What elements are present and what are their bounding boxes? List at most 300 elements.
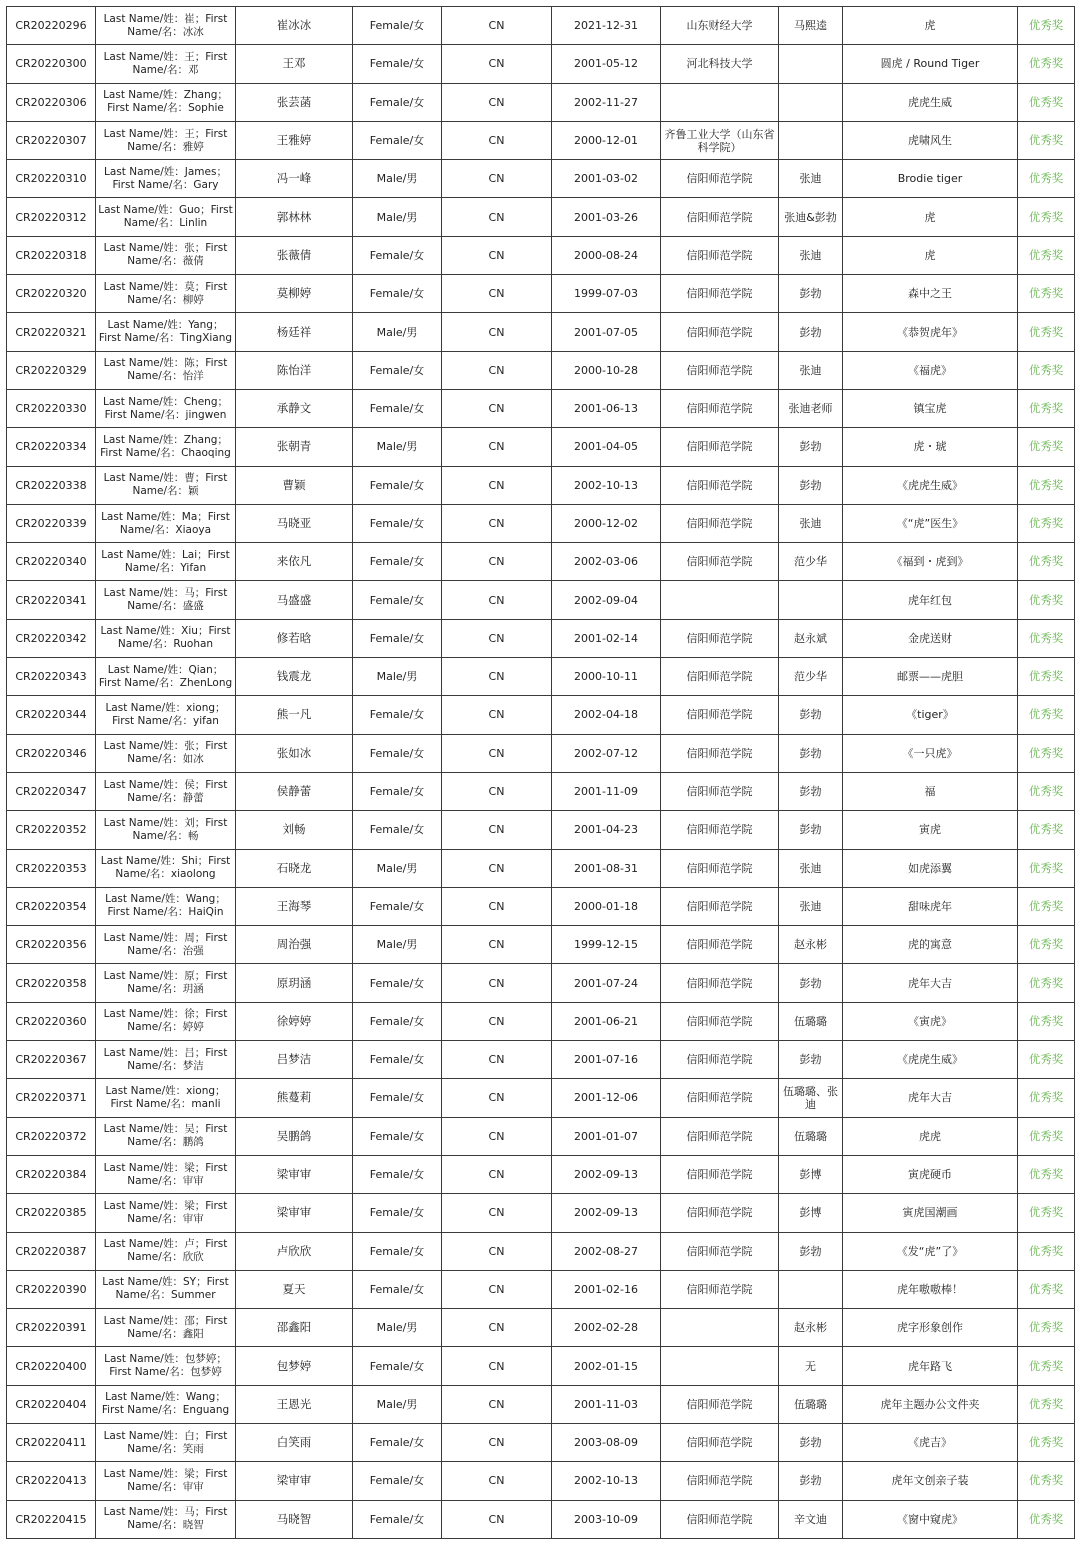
award-cell: 优秀奖 — [1018, 1117, 1075, 1155]
country-cell: CN — [442, 1079, 552, 1117]
award-cell: 优秀奖 — [1018, 1385, 1075, 1423]
table-row — [7, 198, 1075, 236]
country-cell: CN — [442, 1309, 552, 1347]
teacher-cell: 张迪 — [779, 351, 843, 389]
award-cell: 优秀奖 — [1018, 428, 1075, 466]
english-name-cell: Last Name/姓：Qian；First Name/名：ZhenLong — [96, 658, 236, 696]
country-cell: CN — [442, 1155, 552, 1193]
chinese-name-cell: 原玥涵 — [236, 964, 353, 1002]
school-cell: 信阳师范学院 — [661, 1232, 779, 1270]
table-row — [7, 83, 1075, 121]
birth-date-cell: 2002-09-13 — [552, 1194, 661, 1232]
chinese-name-cell: 王恩光 — [236, 1385, 353, 1423]
gender-cell: Female/女 — [353, 1117, 442, 1155]
chinese-name-cell: 修若晗 — [236, 619, 353, 657]
teacher-cell: 彭勃 — [779, 1423, 843, 1461]
school-cell: 信阳师范学院 — [661, 236, 779, 274]
award-cell: 优秀奖 — [1018, 83, 1075, 121]
english-name-cell: Last Name/姓：James；First Name/名：Gary — [96, 160, 236, 198]
table-row — [7, 1385, 1075, 1423]
english-name-cell: Last Name/姓：SY；First Name/名：Summer — [96, 1270, 236, 1308]
table-row — [7, 964, 1075, 1002]
award-cell: 优秀奖 — [1018, 658, 1075, 696]
gender-cell: Female/女 — [353, 7, 442, 45]
gender-cell: Female/女 — [353, 1002, 442, 1040]
english-name-cell: Last Name/姓：邵；First Name/名：鑫阳 — [96, 1309, 236, 1347]
school-cell — [661, 1347, 779, 1385]
school-cell: 信阳师范学院 — [661, 351, 779, 389]
school-cell: 信阳师范学院 — [661, 1462, 779, 1500]
entry-id-cell: CR20220404 — [7, 1385, 96, 1423]
table-row — [7, 1309, 1075, 1347]
gender-cell: Female/女 — [353, 1462, 442, 1500]
chinese-name-cell: 吕梦洁 — [236, 1041, 353, 1079]
chinese-name-cell: 熊蔓莉 — [236, 1079, 353, 1117]
table-row — [7, 1347, 1075, 1385]
english-name-cell: Last Name/姓：吕；First Name/名：梦洁 — [96, 1041, 236, 1079]
school-cell: 信阳师范学院 — [661, 696, 779, 734]
award-cell: 优秀奖 — [1018, 504, 1075, 542]
work-title-cell: 《发“虎”了》 — [843, 1232, 1018, 1270]
birth-date-cell: 2002-10-13 — [552, 466, 661, 504]
work-title-cell: 《虎吉》 — [843, 1423, 1018, 1461]
chinese-name-cell: 来依凡 — [236, 543, 353, 581]
table-row — [7, 926, 1075, 964]
work-title-cell: 虎字形象创作 — [843, 1309, 1018, 1347]
teacher-cell: 辛文迪 — [779, 1500, 843, 1538]
school-cell: 信阳师范学院 — [661, 1002, 779, 1040]
country-cell: CN — [442, 1270, 552, 1308]
english-name-cell: Last Name/姓：曹；First Name/名：颖 — [96, 466, 236, 504]
entry-id-cell: CR20220413 — [7, 1462, 96, 1500]
entry-id-cell: CR20220300 — [7, 45, 96, 83]
table-row — [7, 45, 1075, 83]
work-title-cell: 圆虎 / Round Tiger — [843, 45, 1018, 83]
birth-date-cell: 2000-12-01 — [552, 121, 661, 159]
results-table — [6, 6, 1075, 1539]
entry-id-cell: CR20220296 — [7, 7, 96, 45]
birth-date-cell: 2021-12-31 — [552, 7, 661, 45]
entry-id-cell: CR20220352 — [7, 811, 96, 849]
award-cell: 优秀奖 — [1018, 275, 1075, 313]
school-cell: 信阳师范学院 — [661, 160, 779, 198]
gender-cell: Male/男 — [353, 313, 442, 351]
english-name-cell: Last Name/姓：王；First Name/名：邓 — [96, 45, 236, 83]
country-cell: CN — [442, 772, 552, 810]
english-name-cell: Last Name/姓：原；First Name/名：玥涵 — [96, 964, 236, 1002]
award-cell: 优秀奖 — [1018, 1347, 1075, 1385]
english-name-cell: Last Name/姓：梁；First Name/名：审审 — [96, 1194, 236, 1232]
birth-date-cell: 2001-04-23 — [552, 811, 661, 849]
entry-id-cell: CR20220341 — [7, 581, 96, 619]
award-cell: 优秀奖 — [1018, 7, 1075, 45]
table-row — [7, 849, 1075, 887]
table-row — [7, 658, 1075, 696]
birth-date-cell: 2001-02-16 — [552, 1270, 661, 1308]
entry-id-cell: CR20220415 — [7, 1500, 96, 1538]
chinese-name-cell: 马晓智 — [236, 1500, 353, 1538]
country-cell: CN — [442, 198, 552, 236]
entry-id-cell: CR20220342 — [7, 619, 96, 657]
work-title-cell: 虎・琥 — [843, 428, 1018, 466]
school-cell — [661, 1309, 779, 1347]
english-name-cell: Last Name/姓：卢；First Name/名：欣欣 — [96, 1232, 236, 1270]
chinese-name-cell: 张如冰 — [236, 734, 353, 772]
chinese-name-cell: 张薇倩 — [236, 236, 353, 274]
school-cell: 山东财经大学 — [661, 7, 779, 45]
work-title-cell: 如虎添翼 — [843, 849, 1018, 887]
english-name-cell: Last Name/姓：Wang；First Name/名：HaiQin — [96, 887, 236, 925]
teacher-cell: 赵永彬 — [779, 926, 843, 964]
teacher-cell: 赵永彬 — [779, 1309, 843, 1347]
english-name-cell: Last Name/姓：梁；First Name/名：审审 — [96, 1155, 236, 1193]
award-cell: 优秀奖 — [1018, 619, 1075, 657]
school-cell: 信阳师范学院 — [661, 466, 779, 504]
school-cell: 信阳师范学院 — [661, 772, 779, 810]
birth-date-cell: 2001-11-03 — [552, 1385, 661, 1423]
country-cell: CN — [442, 1002, 552, 1040]
entry-id-cell: CR20220318 — [7, 236, 96, 274]
gender-cell: Female/女 — [353, 543, 442, 581]
chinese-name-cell: 陈怡洋 — [236, 351, 353, 389]
table-row — [7, 428, 1075, 466]
gender-cell: Female/女 — [353, 45, 442, 83]
english-name-cell: Last Name/姓：马；First Name/名：晓智 — [96, 1500, 236, 1538]
chinese-name-cell: 钱震龙 — [236, 658, 353, 696]
work-title-cell: 虎 — [843, 7, 1018, 45]
table-row — [7, 887, 1075, 925]
award-cell: 优秀奖 — [1018, 734, 1075, 772]
table-row — [7, 811, 1075, 849]
entry-id-cell: CR20220411 — [7, 1423, 96, 1461]
teacher-cell: 张迪 — [779, 887, 843, 925]
gender-cell: Female/女 — [353, 1232, 442, 1270]
entry-id-cell: CR20220320 — [7, 275, 96, 313]
entry-id-cell: CR20220384 — [7, 1155, 96, 1193]
chinese-name-cell: 梁审审 — [236, 1155, 353, 1193]
english-name-cell: Last Name/姓：徐；First Name/名：婷婷 — [96, 1002, 236, 1040]
work-title-cell: 《福到・虎到》 — [843, 543, 1018, 581]
gender-cell: Female/女 — [353, 236, 442, 274]
teacher-cell: 彭勃 — [779, 696, 843, 734]
gender-cell: Female/女 — [353, 696, 442, 734]
entry-id-cell: CR20220343 — [7, 658, 96, 696]
gender-cell: Female/女 — [353, 389, 442, 427]
country-cell: CN — [442, 83, 552, 121]
gender-cell: Male/男 — [353, 1385, 442, 1423]
work-title-cell: 虎年红包 — [843, 581, 1018, 619]
chinese-name-cell: 白笑雨 — [236, 1423, 353, 1461]
teacher-cell: 伍璐璐 — [779, 1002, 843, 1040]
birth-date-cell: 2001-05-12 — [552, 45, 661, 83]
entry-id-cell: CR20220353 — [7, 849, 96, 887]
country-cell: CN — [442, 7, 552, 45]
gender-cell: Female/女 — [353, 1500, 442, 1538]
award-cell: 优秀奖 — [1018, 1500, 1075, 1538]
birth-date-cell: 2001-07-24 — [552, 964, 661, 1002]
entry-id-cell: CR20220306 — [7, 83, 96, 121]
school-cell: 信阳师范学院 — [661, 504, 779, 542]
teacher-cell: 张迪 — [779, 236, 843, 274]
gender-cell: Female/女 — [353, 619, 442, 657]
birth-date-cell: 2002-10-13 — [552, 1462, 661, 1500]
gender-cell: Female/女 — [353, 811, 442, 849]
chinese-name-cell: 包梦婷 — [236, 1347, 353, 1385]
entry-id-cell: CR20220346 — [7, 734, 96, 772]
gender-cell: Female/女 — [353, 581, 442, 619]
teacher-cell — [779, 121, 843, 159]
teacher-cell — [779, 83, 843, 121]
gender-cell: Male/男 — [353, 849, 442, 887]
work-title-cell: 虎年路飞 — [843, 1347, 1018, 1385]
country-cell: CN — [442, 926, 552, 964]
birth-date-cell: 2002-03-06 — [552, 543, 661, 581]
work-title-cell: 镇宝虎 — [843, 389, 1018, 427]
english-name-cell: Last Name/姓：xiong；First Name/名：yifan — [96, 696, 236, 734]
chinese-name-cell: 承静文 — [236, 389, 353, 427]
work-title-cell: 《“虎”医生》 — [843, 504, 1018, 542]
entry-id-cell: CR20220390 — [7, 1270, 96, 1308]
birth-date-cell: 2002-08-27 — [552, 1232, 661, 1270]
table-row — [7, 121, 1075, 159]
school-cell: 河北科技大学 — [661, 45, 779, 83]
work-title-cell: 甜味虎年 — [843, 887, 1018, 925]
work-title-cell: 《寅虎》 — [843, 1002, 1018, 1040]
entry-id-cell: CR20220339 — [7, 504, 96, 542]
teacher-cell: 范少华 — [779, 658, 843, 696]
country-cell: CN — [442, 1500, 552, 1538]
teacher-cell — [779, 581, 843, 619]
school-cell: 信阳师范学院 — [661, 1117, 779, 1155]
country-cell: CN — [442, 504, 552, 542]
teacher-cell: 彭勃 — [779, 1232, 843, 1270]
teacher-cell: 伍璐璐 — [779, 1117, 843, 1155]
work-title-cell: 虎 — [843, 198, 1018, 236]
award-cell: 优秀奖 — [1018, 772, 1075, 810]
table-row — [7, 696, 1075, 734]
country-cell: CN — [442, 275, 552, 313]
birth-date-cell: 2001-08-31 — [552, 849, 661, 887]
chinese-name-cell: 夏天 — [236, 1270, 353, 1308]
chinese-name-cell: 卢欣欣 — [236, 1232, 353, 1270]
country-cell: CN — [442, 887, 552, 925]
school-cell: 信阳师范学院 — [661, 1385, 779, 1423]
english-name-cell: Last Name/姓：包梦婷；First Name/名：包梦婷 — [96, 1347, 236, 1385]
english-name-cell: Last Name/姓：Shi；First Name/名：xiaolong — [96, 849, 236, 887]
award-cell: 优秀奖 — [1018, 236, 1075, 274]
country-cell: CN — [442, 811, 552, 849]
work-title-cell: 虎虎生威 — [843, 83, 1018, 121]
english-name-cell: Last Name/姓：莫；First Name/名：柳婷 — [96, 275, 236, 313]
entry-id-cell: CR20220334 — [7, 428, 96, 466]
english-name-cell: Last Name/姓：张；First Name/名：如冰 — [96, 734, 236, 772]
award-cell: 优秀奖 — [1018, 811, 1075, 849]
award-cell: 优秀奖 — [1018, 45, 1075, 83]
country-cell: CN — [442, 351, 552, 389]
gender-cell: Male/男 — [353, 658, 442, 696]
chinese-name-cell: 王雅婷 — [236, 121, 353, 159]
award-cell: 优秀奖 — [1018, 1270, 1075, 1308]
school-cell: 信阳师范学院 — [661, 1155, 779, 1193]
teacher-cell: 张迪老师 — [779, 389, 843, 427]
english-name-cell: Last Name/姓：侯；First Name/名：静蕾 — [96, 772, 236, 810]
entry-id-cell: CR20220400 — [7, 1347, 96, 1385]
work-title-cell: 《窗中窥虎》 — [843, 1500, 1018, 1538]
work-title-cell: 虎年嗷嗷棒！ — [843, 1270, 1018, 1308]
teacher-cell: 赵永斌 — [779, 619, 843, 657]
teacher-cell: 伍璐璐 — [779, 1385, 843, 1423]
chinese-name-cell: 马盛盛 — [236, 581, 353, 619]
gender-cell: Male/男 — [353, 428, 442, 466]
work-title-cell: 虎虎 — [843, 1117, 1018, 1155]
english-name-cell: Last Name/姓：王；First Name/名：雅婷 — [96, 121, 236, 159]
country-cell: CN — [442, 1041, 552, 1079]
table-row — [7, 160, 1075, 198]
gender-cell: Male/男 — [353, 160, 442, 198]
school-cell: 信阳师范学院 — [661, 1079, 779, 1117]
school-cell: 信阳师范学院 — [661, 1500, 779, 1538]
birth-date-cell: 2000-10-28 — [552, 351, 661, 389]
gender-cell: Female/女 — [353, 964, 442, 1002]
entry-id-cell: CR20220329 — [7, 351, 96, 389]
gender-cell: Female/女 — [353, 351, 442, 389]
birth-date-cell: 2001-07-05 — [552, 313, 661, 351]
work-title-cell: 《虎虎生威》 — [843, 1041, 1018, 1079]
birth-date-cell: 2001-04-05 — [552, 428, 661, 466]
chinese-name-cell: 熊一凡 — [236, 696, 353, 734]
gender-cell: Female/女 — [353, 1079, 442, 1117]
chinese-name-cell: 石晓龙 — [236, 849, 353, 887]
birth-date-cell: 2002-02-28 — [552, 1309, 661, 1347]
country-cell: CN — [442, 964, 552, 1002]
birth-date-cell: 2000-10-11 — [552, 658, 661, 696]
school-cell: 信阳师范学院 — [661, 1423, 779, 1461]
teacher-cell: 彭勃 — [779, 1041, 843, 1079]
award-cell: 优秀奖 — [1018, 466, 1075, 504]
table-row — [7, 1270, 1075, 1308]
teacher-cell: 范少华 — [779, 543, 843, 581]
teacher-cell: 彭勃 — [779, 428, 843, 466]
entry-id-cell: CR20220391 — [7, 1309, 96, 1347]
entry-id-cell: CR20220321 — [7, 313, 96, 351]
table-row — [7, 504, 1075, 542]
school-cell: 信阳师范学院 — [661, 428, 779, 466]
teacher-cell: 彭勃 — [779, 275, 843, 313]
teacher-cell: 彭勃 — [779, 313, 843, 351]
school-cell: 信阳师范学院 — [661, 313, 779, 351]
country-cell: CN — [442, 619, 552, 657]
school-cell: 信阳师范学院 — [661, 198, 779, 236]
table-row — [7, 7, 1075, 45]
country-cell: CN — [442, 1117, 552, 1155]
work-title-cell: 《虎虎生威》 — [843, 466, 1018, 504]
entry-id-cell: CR20220385 — [7, 1194, 96, 1232]
gender-cell: Female/女 — [353, 734, 442, 772]
table-row — [7, 772, 1075, 810]
english-name-cell: Last Name/姓：刘；First Name/名：畅 — [96, 811, 236, 849]
birth-date-cell: 2001-02-14 — [552, 619, 661, 657]
award-cell: 优秀奖 — [1018, 160, 1075, 198]
chinese-name-cell: 梁审审 — [236, 1462, 353, 1500]
chinese-name-cell: 邵鑫阳 — [236, 1309, 353, 1347]
english-name-cell: Last Name/姓：Guo；First Name/名：Linlin — [96, 198, 236, 236]
work-title-cell: 虎年主题办公文件夹 — [843, 1385, 1018, 1423]
work-title-cell: 邮票——虎胆 — [843, 658, 1018, 696]
entry-id-cell: CR20220371 — [7, 1079, 96, 1117]
birth-date-cell: 2000-08-24 — [552, 236, 661, 274]
table-row — [7, 351, 1075, 389]
chinese-name-cell: 莫柳婷 — [236, 275, 353, 313]
table-row — [7, 543, 1075, 581]
birth-date-cell: 2001-03-02 — [552, 160, 661, 198]
entry-id-cell: CR20220330 — [7, 389, 96, 427]
birth-date-cell: 2002-09-13 — [552, 1155, 661, 1193]
birth-date-cell: 2000-12-02 — [552, 504, 661, 542]
country-cell: CN — [442, 581, 552, 619]
teacher-cell: 彭博 — [779, 1155, 843, 1193]
teacher-cell: 彭勃 — [779, 811, 843, 849]
teacher-cell — [779, 1270, 843, 1308]
country-cell: CN — [442, 543, 552, 581]
english-name-cell: Last Name/姓：Yang；First Name/名：TingXiang — [96, 313, 236, 351]
table-row — [7, 1155, 1075, 1193]
country-cell: CN — [442, 1385, 552, 1423]
award-cell: 优秀奖 — [1018, 926, 1075, 964]
country-cell: CN — [442, 696, 552, 734]
award-cell: 优秀奖 — [1018, 887, 1075, 925]
award-cell: 优秀奖 — [1018, 1423, 1075, 1461]
table-row — [7, 275, 1075, 313]
work-title-cell: 虎年大吉 — [843, 964, 1018, 1002]
birth-date-cell: 2002-07-12 — [552, 734, 661, 772]
work-title-cell: 寅虎 — [843, 811, 1018, 849]
table-row — [7, 1232, 1075, 1270]
country-cell: CN — [442, 1423, 552, 1461]
chinese-name-cell: 侯静蕾 — [236, 772, 353, 810]
work-title-cell: 虎 — [843, 236, 1018, 274]
school-cell: 齐鲁工业大学（山东省科学院） — [661, 121, 779, 159]
teacher-cell: 彭博 — [779, 1194, 843, 1232]
work-title-cell: 《tiger》 — [843, 696, 1018, 734]
work-title-cell: 《一只虎》 — [843, 734, 1018, 772]
gender-cell: Female/女 — [353, 275, 442, 313]
chinese-name-cell: 徐婷婷 — [236, 1002, 353, 1040]
gender-cell: Female/女 — [353, 466, 442, 504]
award-cell: 优秀奖 — [1018, 351, 1075, 389]
chinese-name-cell: 冯一峰 — [236, 160, 353, 198]
teacher-cell: 张迪 — [779, 160, 843, 198]
award-cell: 优秀奖 — [1018, 581, 1075, 619]
gender-cell: Female/女 — [353, 772, 442, 810]
school-cell: 信阳师范学院 — [661, 1194, 779, 1232]
award-cell: 优秀奖 — [1018, 1309, 1075, 1347]
table-row — [7, 1002, 1075, 1040]
english-name-cell: Last Name/姓：陈；First Name/名：怡洋 — [96, 351, 236, 389]
english-name-cell: Last Name/姓：崔；First Name/名：冰冰 — [96, 7, 236, 45]
work-title-cell: 虎的寓意 — [843, 926, 1018, 964]
entry-id-cell: CR20220347 — [7, 772, 96, 810]
table-row — [7, 389, 1075, 427]
school-cell: 信阳师范学院 — [661, 1270, 779, 1308]
birth-date-cell: 2002-01-15 — [552, 1347, 661, 1385]
work-title-cell: 虎年大吉 — [843, 1079, 1018, 1117]
work-title-cell: 虎啸风生 — [843, 121, 1018, 159]
gender-cell: Male/男 — [353, 198, 442, 236]
work-title-cell: 《恭贺虎年》 — [843, 313, 1018, 351]
table-row — [7, 581, 1075, 619]
award-cell: 优秀奖 — [1018, 696, 1075, 734]
chinese-name-cell: 张朝青 — [236, 428, 353, 466]
